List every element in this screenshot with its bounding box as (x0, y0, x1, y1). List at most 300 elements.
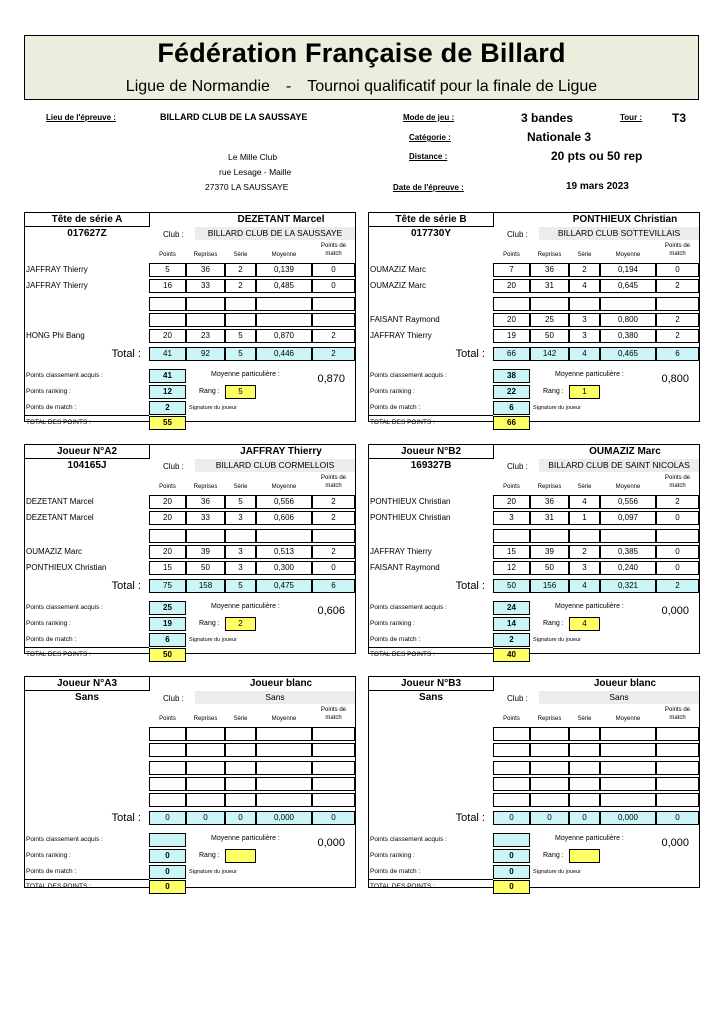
total-label: Total : (455, 348, 485, 360)
match-row (369, 529, 699, 543)
license-id: 104165J (67, 460, 107, 471)
cell-reprises (530, 297, 569, 311)
seed-label: Joueur N°A2 (25, 445, 150, 459)
total-serie: 0 (225, 811, 256, 825)
pts-ranking-label: Points ranking : (370, 620, 415, 627)
opponent-name: PONTHIEUX Christian (370, 513, 451, 522)
moyenne-particuliere-label: Moyenne particulière : (211, 603, 280, 610)
cell-moyenne: 0,385 (600, 545, 656, 559)
pts-ranking-label: Points ranking : (370, 852, 415, 859)
cell-pm (656, 777, 699, 791)
signature-label: Signature du joueur (533, 637, 582, 643)
match-row (25, 529, 355, 543)
cell-serie: 3 (569, 561, 600, 575)
cell-moyenne (600, 777, 656, 791)
match-row (369, 545, 699, 559)
cell-moyenne (256, 793, 312, 807)
total-points-value: 40 (493, 648, 530, 662)
license-id: 017730Y (410, 228, 452, 239)
date-label: Date de l'épreuve : (393, 183, 464, 192)
seed-label: Tête de série B (369, 213, 494, 227)
cell-points: 20 (149, 511, 186, 525)
total-pm: 0 (312, 811, 355, 825)
cell-serie: 1 (569, 511, 600, 525)
cell-pm: 0 (656, 263, 699, 277)
total-moyenne: 0,446 (256, 347, 312, 361)
cell-points (149, 529, 186, 543)
total-row (369, 811, 699, 825)
club-name: BILLARD CLUB SOTTEVILLAIS (539, 227, 699, 240)
total-moyenne: 0,475 (256, 579, 312, 593)
license-id: 017627Z (67, 228, 107, 239)
opponent-name: JAFFRAY Thierry (26, 265, 88, 274)
cell-points (149, 727, 186, 741)
club-name: BILLARD CLUB DE LA SAUSSAYE (195, 227, 355, 240)
rang-value: 4 (569, 617, 600, 631)
total-points-label: TOTAL DES POINTS : (370, 651, 435, 658)
cell-serie (225, 297, 256, 311)
rang-label: Rang : (199, 620, 220, 627)
total-reprises: 158 (186, 579, 225, 593)
cell-reprises (186, 793, 225, 807)
cell-reprises (186, 727, 225, 741)
col-moyenne: Moyenne (615, 252, 641, 258)
cell-serie: 4 (569, 279, 600, 293)
col-moyenne: Moyenne (271, 252, 297, 258)
total-row (369, 347, 699, 361)
distance-value: 20 pts ou 50 rep (551, 149, 643, 163)
pts-ranking-value: 12 (149, 385, 186, 399)
cell-moyenne: 0,800 (600, 313, 656, 327)
total-serie: 5 (225, 347, 256, 361)
col-points: Points (159, 716, 176, 722)
pts-classement-value (493, 833, 530, 847)
mode-value: 3 bandes (521, 111, 574, 125)
pts-match-label: Points de match : (370, 868, 421, 875)
score-block (24, 676, 356, 891)
col-reprises: Reprises (193, 484, 218, 490)
total-points-value: 55 (149, 416, 186, 430)
cell-points: 20 (149, 329, 186, 343)
total-row (25, 579, 355, 593)
total-moyenne: 0,000 (256, 811, 312, 825)
cell-pm: 0 (312, 561, 355, 575)
match-row (369, 329, 699, 343)
cell-serie: 4 (569, 495, 600, 509)
cell-moyenne: 0,240 (600, 561, 656, 575)
cell-points (149, 313, 186, 327)
cell-moyenne (256, 297, 312, 311)
cell-serie: 3 (569, 313, 600, 327)
club-name: BILLARD CLUB DE SAINT NICOLAS (539, 459, 699, 472)
match-row (25, 297, 355, 311)
pts-classement-value: 25 (149, 601, 186, 615)
cell-reprises: 25 (530, 313, 569, 327)
pts-classement-value (149, 833, 186, 847)
cell-moyenne (600, 529, 656, 543)
moyenne-particuliere-value: 0,000 (317, 837, 345, 849)
opponent-name: HONG Phi Bang (26, 331, 85, 340)
cell-reprises: 50 (530, 561, 569, 575)
total-points-value: 50 (149, 648, 186, 662)
cell-reprises: 50 (186, 561, 225, 575)
match-row (25, 777, 355, 791)
total-reprises: 156 (530, 579, 569, 593)
opponent-name: OUMAZIZ Marc (26, 547, 82, 556)
header-banner (24, 35, 699, 100)
col-serie: Série (233, 252, 248, 258)
club-label: Club : (163, 462, 184, 471)
seed-label: Joueur N°B3 (369, 677, 494, 691)
cell-moyenne: 0,380 (600, 329, 656, 343)
col-points-de-match-2: match (325, 251, 342, 257)
cell-reprises (530, 761, 569, 775)
tour-label: Tour : (620, 113, 643, 122)
cell-reprises: 36 (530, 263, 569, 277)
pts-ranking-label: Points ranking : (370, 388, 415, 395)
cell-points: 7 (493, 263, 530, 277)
match-row (369, 743, 699, 757)
cell-pm: 2 (656, 329, 699, 343)
match-row (369, 313, 699, 327)
pts-ranking-label: Points ranking : (26, 620, 71, 627)
cell-serie (225, 743, 256, 757)
player-name: PONTHIEUX Christian (572, 214, 678, 225)
cell-points (149, 761, 186, 775)
seed-label: Joueur N°A3 (25, 677, 150, 691)
rang-value: 2 (225, 617, 256, 631)
total-points: 66 (493, 347, 530, 361)
cell-serie: 3 (225, 561, 256, 575)
seed-label: Tête de série A (25, 213, 150, 227)
pts-classement-label: Points classement acquis : (26, 604, 103, 611)
total-reprises: 142 (530, 347, 569, 361)
page-title: Fédération Française de Billard (157, 38, 566, 68)
cell-pm (312, 793, 355, 807)
categorie-value: Nationale 3 (527, 130, 592, 144)
cell-points (493, 727, 530, 741)
match-row (25, 761, 355, 775)
moyenne-particuliere-value: 0,870 (317, 373, 345, 385)
mode-label: Mode de jeu : (403, 113, 455, 122)
match-row (25, 279, 355, 293)
cell-serie (225, 777, 256, 791)
cell-reprises: 50 (530, 329, 569, 343)
total-points-divider (25, 415, 149, 416)
pts-classement-value: 38 (493, 369, 530, 383)
match-row (25, 329, 355, 343)
cell-reprises (186, 743, 225, 757)
pts-ranking-value: 19 (149, 617, 186, 631)
player-name: DEZETANT Marcel (237, 214, 325, 225)
opponent-name: DEZETANT Marcel (26, 513, 94, 522)
rang-value (569, 849, 600, 863)
total-pm: 6 (312, 579, 355, 593)
cell-moyenne (256, 727, 312, 741)
cell-pm: 2 (312, 495, 355, 509)
match-row (369, 263, 699, 277)
cell-reprises: 39 (530, 545, 569, 559)
total-pm: 0 (656, 811, 699, 825)
col-points-de-match-2: match (669, 483, 686, 489)
moyenne-particuliere-value: 0,000 (661, 837, 689, 849)
col-serie: Série (577, 252, 592, 258)
total-points-divider (369, 415, 493, 416)
total-points-value: 0 (493, 880, 530, 894)
cell-pm (656, 793, 699, 807)
total-points-divider (369, 879, 493, 880)
cell-pm: 2 (656, 279, 699, 293)
license-id: 169327B (410, 460, 452, 471)
cell-serie: 2 (225, 279, 256, 293)
score-block (368, 212, 700, 427)
pts-ranking-label: Points ranking : (26, 388, 71, 395)
col-points-de-match-2: match (325, 483, 342, 489)
total-label: Total : (111, 348, 141, 360)
pts-classement-label: Points classement acquis : (370, 836, 447, 843)
pts-match-value: 6 (149, 633, 186, 647)
col-reprises: Reprises (193, 716, 218, 722)
cell-points (493, 297, 530, 311)
cell-moyenne: 0,097 (600, 511, 656, 525)
col-points-de-match-1: Points de (664, 707, 691, 713)
match-row (25, 545, 355, 559)
address-line-1: Le Mille Club (228, 152, 278, 162)
cell-reprises (530, 793, 569, 807)
cell-pm (656, 727, 699, 741)
pts-ranking-value: 0 (149, 849, 186, 863)
pts-ranking-label: Points ranking : (26, 852, 71, 859)
total-moyenne: 0,465 (600, 347, 656, 361)
cell-moyenne (256, 761, 312, 775)
cell-points (493, 777, 530, 791)
total-row (25, 347, 355, 361)
cell-pm (312, 743, 355, 757)
total-points-label: TOTAL DES POINTS : (370, 883, 435, 890)
total-points: 50 (493, 579, 530, 593)
col-moyenne: Moyenne (271, 716, 297, 722)
opponent-name: DEZETANT Marcel (26, 497, 94, 506)
cell-reprises (186, 297, 225, 311)
signature-label: Signature du joueur (533, 405, 582, 411)
cell-reprises (530, 777, 569, 791)
cell-pm: 0 (312, 279, 355, 293)
cell-points (149, 777, 186, 791)
cell-moyenne (256, 529, 312, 543)
cell-moyenne (256, 313, 312, 327)
cell-moyenne: 0,645 (600, 279, 656, 293)
categorie-label: Catégorie : (409, 133, 451, 142)
pts-classement-value: 41 (149, 369, 186, 383)
cell-pm (312, 727, 355, 741)
address-line-3: 27370 LA SAUSSAYE (205, 182, 289, 192)
player-name: Joueur blanc (249, 678, 313, 689)
moyenne-particuliere-label: Moyenne particulière : (555, 371, 624, 378)
cell-points: 20 (149, 545, 186, 559)
total-points-divider (369, 647, 493, 648)
pts-classement-label: Points classement acquis : (26, 372, 103, 379)
total-label: Total : (455, 580, 485, 592)
cell-serie: 5 (225, 495, 256, 509)
cell-serie: 2 (569, 263, 600, 277)
cell-points (493, 793, 530, 807)
cell-pm (312, 761, 355, 775)
col-points-de-match-2: match (669, 715, 686, 721)
club-name: Sans (539, 691, 699, 704)
rang-label: Rang : (199, 388, 220, 395)
cell-points: 15 (149, 561, 186, 575)
total-points: 0 (149, 811, 186, 825)
rang-value: 5 (225, 385, 256, 399)
cell-pm: 2 (656, 495, 699, 509)
cell-moyenne: 0,485 (256, 279, 312, 293)
pts-classement-label: Points classement acquis : (26, 836, 103, 843)
total-serie: 0 (569, 811, 600, 825)
col-reprises: Reprises (537, 484, 562, 490)
cell-reprises (530, 727, 569, 741)
total-points-label: TOTAL DES POINTS : (26, 651, 91, 658)
match-row (369, 561, 699, 575)
cell-reprises: 23 (186, 329, 225, 343)
total-points-label: TOTAL DES POINTS : (26, 883, 91, 890)
moyenne-particuliere-label: Moyenne particulière : (211, 835, 280, 842)
col-serie: Série (233, 716, 248, 722)
col-points: Points (159, 484, 176, 490)
club-label: Club : (507, 694, 528, 703)
match-row (25, 743, 355, 757)
date-value: 19 mars 2023 (566, 181, 629, 192)
cell-moyenne: 0,300 (256, 561, 312, 575)
cell-moyenne: 0,194 (600, 263, 656, 277)
col-points-de-match-1: Points de (320, 243, 347, 249)
opponent-name: PONTHIEUX Christian (26, 563, 107, 572)
cell-pm: 0 (656, 545, 699, 559)
cell-moyenne (600, 743, 656, 757)
col-points-de-match-1: Points de (664, 475, 691, 481)
cell-points: 3 (493, 511, 530, 525)
cell-reprises (186, 313, 225, 327)
cell-reprises (530, 743, 569, 757)
cell-moyenne (600, 727, 656, 741)
page-subtitle (25, 78, 698, 96)
cell-serie: 3 (569, 329, 600, 343)
cell-reprises (186, 529, 225, 543)
pts-match-label: Points de match : (370, 636, 421, 643)
cell-points: 15 (493, 545, 530, 559)
match-row (369, 279, 699, 293)
cell-points: 12 (493, 561, 530, 575)
pts-match-label: Points de match : (26, 868, 77, 875)
cell-serie (569, 297, 600, 311)
cell-serie: 3 (225, 511, 256, 525)
cell-serie (569, 793, 600, 807)
pts-ranking-value: 0 (493, 849, 530, 863)
club-label: Club : (163, 230, 184, 239)
cell-points: 19 (493, 329, 530, 343)
cell-pm: 2 (312, 511, 355, 525)
seed-label: Joueur N°B2 (369, 445, 494, 459)
total-points-label: TOTAL DES POINTS : (370, 419, 435, 426)
lieu-value: BILLARD CLUB DE LA SAUSSAYE (160, 112, 308, 122)
total-pm: 2 (312, 347, 355, 361)
cell-pm: 0 (656, 511, 699, 525)
score-block (368, 444, 700, 659)
cell-points (493, 743, 530, 757)
pts-ranking-value: 22 (493, 385, 530, 399)
cell-pm: 2 (312, 545, 355, 559)
cell-moyenne: 0,556 (600, 495, 656, 509)
cell-reprises: 31 (530, 279, 569, 293)
total-pm: 2 (656, 579, 699, 593)
cell-serie (225, 727, 256, 741)
col-points-de-match-1: Points de (320, 475, 347, 481)
match-row (369, 297, 699, 311)
total-serie: 5 (225, 579, 256, 593)
cell-serie (569, 529, 600, 543)
col-points-de-match-2: match (669, 251, 686, 257)
cell-serie (225, 793, 256, 807)
opponent-name: JAFFRAY Thierry (370, 547, 432, 556)
moyenne-particuliere-label: Moyenne particulière : (555, 835, 624, 842)
total-reprises: 0 (530, 811, 569, 825)
cell-points (493, 529, 530, 543)
cell-moyenne (256, 777, 312, 791)
total-moyenne: 0,321 (600, 579, 656, 593)
ligue-name: Ligue de Normandie (125, 78, 270, 95)
col-points: Points (503, 716, 520, 722)
total-reprises: 0 (186, 811, 225, 825)
cell-pm (656, 743, 699, 757)
cell-moyenne: 0,139 (256, 263, 312, 277)
score-block (24, 212, 356, 427)
moyenne-particuliere-label: Moyenne particulière : (211, 371, 280, 378)
cell-serie (225, 761, 256, 775)
rang-label: Rang : (543, 620, 564, 627)
opponent-name: OUMAZIZ Marc (370, 281, 426, 290)
distance-label: Distance : (409, 152, 448, 161)
score-block (24, 444, 356, 659)
col-serie: Série (233, 484, 248, 490)
license-id: Sans (419, 692, 443, 703)
cell-reprises (186, 777, 225, 791)
cell-serie (225, 529, 256, 543)
match-row (25, 495, 355, 509)
total-points-label: TOTAL DES POINTS : (26, 419, 91, 426)
cell-points: 5 (149, 263, 186, 277)
pts-ranking-value: 14 (493, 617, 530, 631)
cell-serie: 2 (569, 545, 600, 559)
cell-pm (656, 297, 699, 311)
rang-label: Rang : (543, 852, 564, 859)
match-row (25, 511, 355, 525)
col-reprises: Reprises (193, 252, 218, 258)
cell-reprises: 33 (186, 279, 225, 293)
cell-moyenne (600, 793, 656, 807)
col-reprises: Reprises (537, 252, 562, 258)
score-block (368, 676, 700, 891)
pts-match-value: 0 (149, 865, 186, 879)
total-serie: 4 (569, 347, 600, 361)
cell-moyenne: 0,870 (256, 329, 312, 343)
cell-serie: 5 (225, 329, 256, 343)
moyenne-particuliere-label: Moyenne particulière : (555, 603, 624, 610)
cell-pm (312, 297, 355, 311)
cell-serie: 3 (225, 545, 256, 559)
total-label: Total : (455, 812, 485, 824)
cell-points (149, 297, 186, 311)
cell-serie (569, 743, 600, 757)
cell-points: 20 (493, 279, 530, 293)
